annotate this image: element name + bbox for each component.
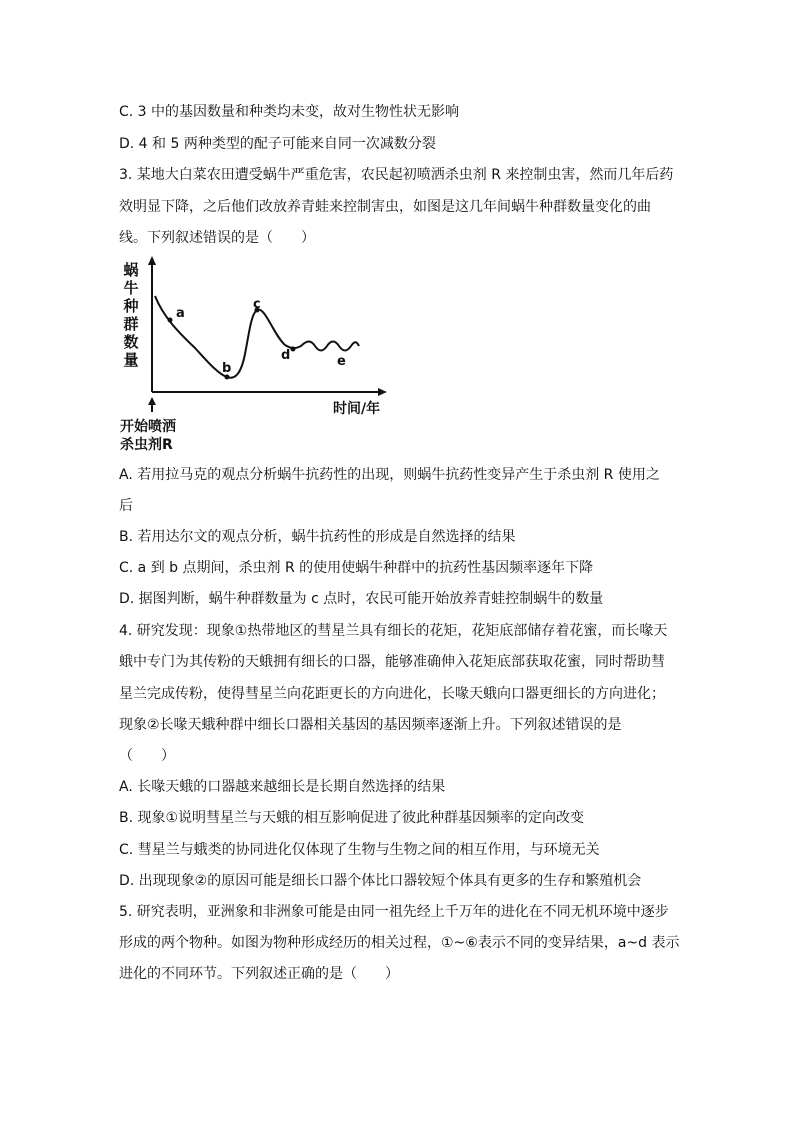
point-d-label: d — [281, 348, 291, 363]
start-marker-arrowhead — [148, 397, 156, 405]
q2-option-c: C. 3 中的基因数量和种类均未变，故对生物性状无影响 — [119, 104, 460, 120]
q4-option-c: C. 彗星兰与蛾类的协同进化仅体现了生物与生物之间的相互作用，与环境无关 — [119, 842, 600, 858]
y-axis-char: 群 — [123, 315, 139, 333]
q3-stem-line-2: 效明显下降，之后他们改放养青蛙来控制害虫，如图是这几年间蜗牛种群数量变化的曲 — [119, 199, 651, 215]
q4-option-b: B. 现象①说明彗星兰与天蛾的相互影响促进了彼此种群基因频率的定向改变 — [119, 810, 585, 826]
q3-option-d: D. 据图判断，蜗牛种群数量为 c 点时，农民可能开始放养青蛙控制蜗牛的数量 — [119, 591, 604, 607]
y-axis-char: 牛 — [123, 279, 139, 297]
q4-option-d: D. 出现现象②的原因可能是细长口器个体比口器较短个体具有更多的生存和繁殖机会 — [119, 873, 642, 889]
point-b-label: b — [222, 361, 232, 376]
x-axis-arrow — [378, 388, 387, 396]
q4-stem-line-5: （ ） — [119, 748, 175, 764]
point-a-label: a — [176, 306, 185, 321]
q3-option-b: B. 若用达尔文的观点分析，蜗牛抗药性的形成是自然选择的结果 — [119, 529, 516, 545]
point-c-label: c — [253, 297, 261, 312]
point-e-label: e — [337, 354, 346, 369]
q3-stem-line-3: 线。下列叙述错误的是（ ） — [119, 230, 315, 246]
y-axis-arrow — [148, 256, 156, 265]
q5-stem-line-3: 进化的不同环节。下列叙述正确的是（ ） — [119, 966, 399, 982]
q5-stem-line-1: 5. 研究表明，亚洲象和非洲象可能是由同一祖先经上千万年的进化在不同无机环境中逐步 — [119, 904, 669, 920]
y-axis-char: 量 — [123, 351, 139, 369]
q3-stem-line-1: 3. 某地大白菜农田遭受蜗牛严重危害，农民起初喷洒杀虫剂 R 来控制虫害，然而几年后药 — [119, 167, 674, 183]
y-axis-char: 种 — [123, 297, 139, 315]
start-label-line-2: 杀虫剂R — [120, 437, 173, 453]
q4-option-a: A. 长喙天蛾的口器越来越细长是长期自然选择的结果 — [119, 779, 446, 795]
q5-stem-line-2: 形成的两个物种。如图为物种形成经历的相关过程，①~⑥表示不同的变异结果，a~d 表示 — [119, 935, 680, 951]
q2-option-d: D. 4 和 5 两种类型的配子可能来自同一次减数分裂 — [119, 136, 436, 152]
point-a-dot — [168, 318, 173, 323]
point-d-dot — [291, 347, 296, 352]
q3-option-c: C. a 到 b 点期间，杀虫剂 R 的使用使蜗牛种群中的抗药性基因频率逐年下降 — [119, 560, 594, 576]
snail-population-graph — [115, 256, 405, 456]
q4-stem-line-4: 现象②长喙天蛾种群中细长口器相关基因的基因频率逐渐上升。下列叙述错误的是 — [119, 717, 622, 733]
x-axis-label: 时间/年 — [333, 401, 381, 417]
q4-stem-line-1: 4. 研究发现：现象①热带地区的彗星兰具有细长的花矩，花矩底部储存着花蜜，而长喙天 — [119, 623, 668, 639]
q4-stem-line-2: 蛾中专门为其传粉的天蛾拥有细长的口器，能够准确伸入花矩底部获取花蜜，同时帮助彗 — [119, 654, 665, 670]
q3-option-a-line-2: 后 — [119, 498, 133, 514]
start-label-line-1: 开始喷洒 — [120, 419, 176, 435]
y-axis-char: 蜗 — [123, 261, 139, 279]
q3-option-a-line-1: A. 若用拉马克的观点分析蜗牛抗药性的出现，则蜗牛抗药性变异产生于杀虫剂 R 使用之 — [119, 467, 660, 483]
y-axis-char: 数 — [123, 333, 139, 351]
q4-stem-line-3: 星兰完成传粉，使得彗星兰向花距更长的方向进化，长喙天蛾向口器更细长的方向进化； — [119, 686, 665, 702]
